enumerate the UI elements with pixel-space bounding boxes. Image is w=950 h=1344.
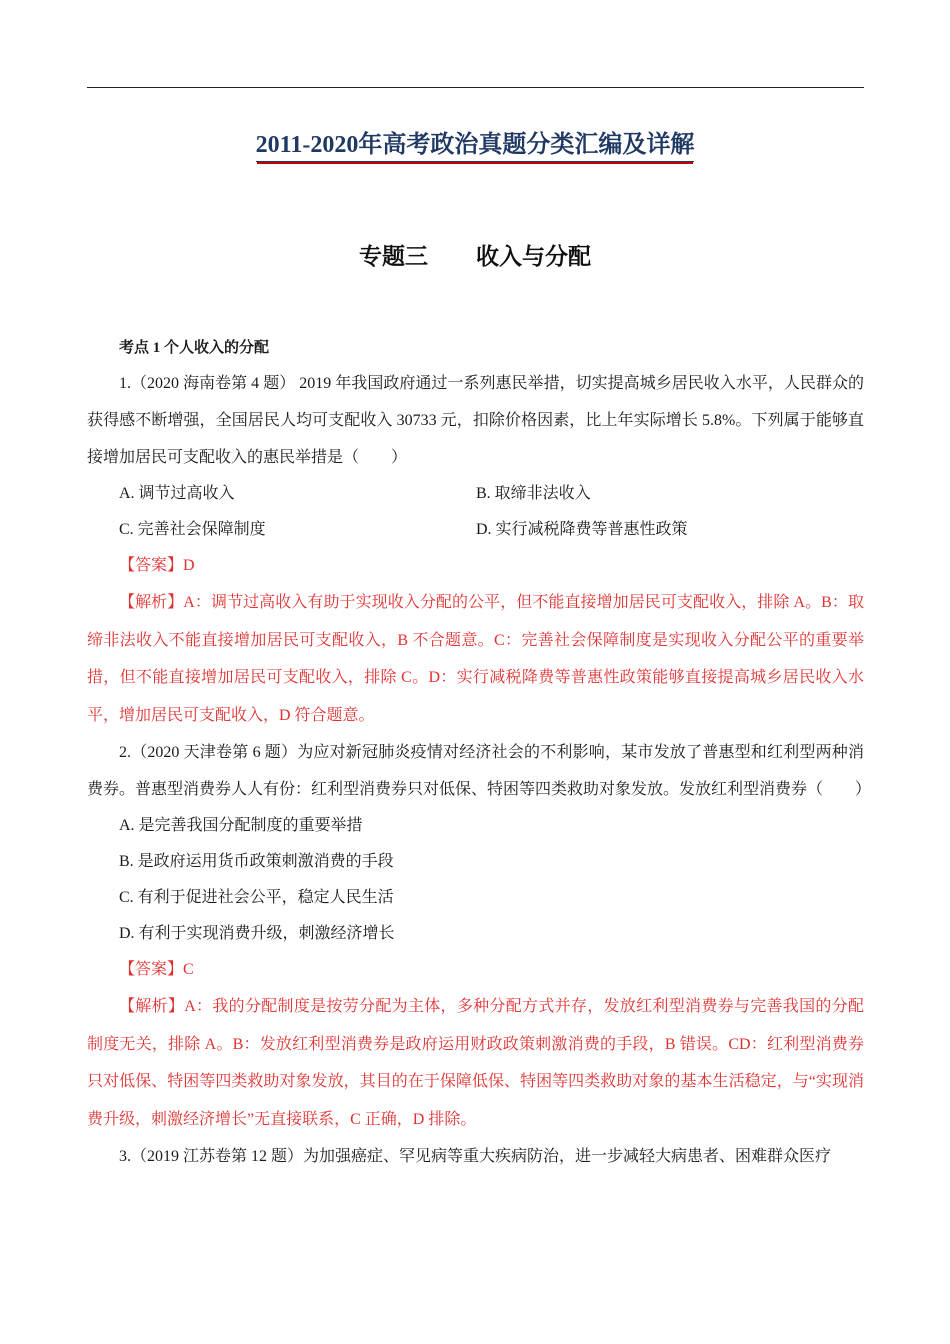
question-1-option-b: B. 取缔非法收入 <box>476 485 591 502</box>
header-rule <box>87 87 864 88</box>
question-1-analysis: 【解析】A：调节过高收入有助于实现收入分配的公平，但不能直接增加居民可支配收入，排除 A。B：取缔非法收入不能直接增加居民可支配收入，B 不合题意。C：完善社会保障制度是实现收入分配公平的重要举措，但不能直接增加居民可支配收入，排除 C。D：实行减税降费等普惠性政策能够直接提高城乡居民收入水平，增加居民可支配收入，D 符合题意。 <box>87 594 864 724</box>
question-2-option-c: C. 有利于促进社会公平，稳定人民生活 <box>119 889 394 906</box>
question-2-option-d: D. 有利于实现消费升级，刺激经济增长 <box>119 925 395 942</box>
topic-name: 收入与分配 <box>476 244 591 270</box>
document-body <box>87 336 872 1175</box>
topic-title <box>0 238 950 271</box>
document-title-text: 2011-2020年高考政治真题分类汇编及详解 <box>256 124 695 162</box>
question-2-option-b: B. 是政府运用货币政策刺激消费的手段 <box>119 853 394 870</box>
question-1-options-row-1 <box>87 476 864 512</box>
document-title <box>0 124 950 162</box>
question-2-stem: 2.（2020 天津卷第 6 题）为应对新冠肺炎疫情对经济社会的不利影响，某市发放了普惠型和红利型两种消费券。普惠型消费券人人有份：红利型消费券只对低保、特困等四类救助对象发放。发放红利型消费券（ ） <box>87 744 872 798</box>
question-1-option-a: A. 调节过高收入 <box>119 485 235 502</box>
question-2-analysis: 【解析】A：我的分配制度是按劳分配为主体，多种分配方式并存，发放红利型消费券与完善我国的分配制度无关，排除 A。B：发放红利型消费券是政府运用财政政策刺激消费的手段，B 错误。CD：红利型消费券只对低保、特困等四类救助对象发放，其目的在于保障低保、特困等四类救助对象的基本生活稳定，与“实现消费升级，刺激经济增长”无直接联系，C 正确，D 排除。 <box>87 998 864 1128</box>
section-heading: 考点 1 个人收入的分配 <box>119 340 270 356</box>
question-2-option-a: A. 是完善我国分配制度的重要举措 <box>119 817 363 834</box>
question-3-stem: 3.（2019 江苏卷第 12 题）为加强癌症、罕见病等重大疾病防治，进一步减轻大病患者、困难群众医疗 <box>119 1148 832 1165</box>
question-1-answer: 【答案】D <box>119 557 195 574</box>
question-1-option-c: C. 完善社会保障制度 <box>119 521 266 538</box>
topic-label: 专题三 <box>359 244 428 270</box>
question-1-option-d: D. 实行减税降费等普惠性政策 <box>476 521 688 538</box>
question-1-stem: 1.（2020 海南卷第 4 题） 2019 年我国政府通过一系列惠民举措，切实提高城乡居民收入水平，人民群众的获得感不断增强，全国居民人均可支配收入 30733 元，扣除价格因素，比上年实际增长 5.8%。下列属于能够直接增加居民可支配收入的惠民举措是（ ） <box>87 375 864 466</box>
question-2-answer: 【答案】C <box>119 961 194 978</box>
question-1-options-row-2 <box>87 512 864 548</box>
